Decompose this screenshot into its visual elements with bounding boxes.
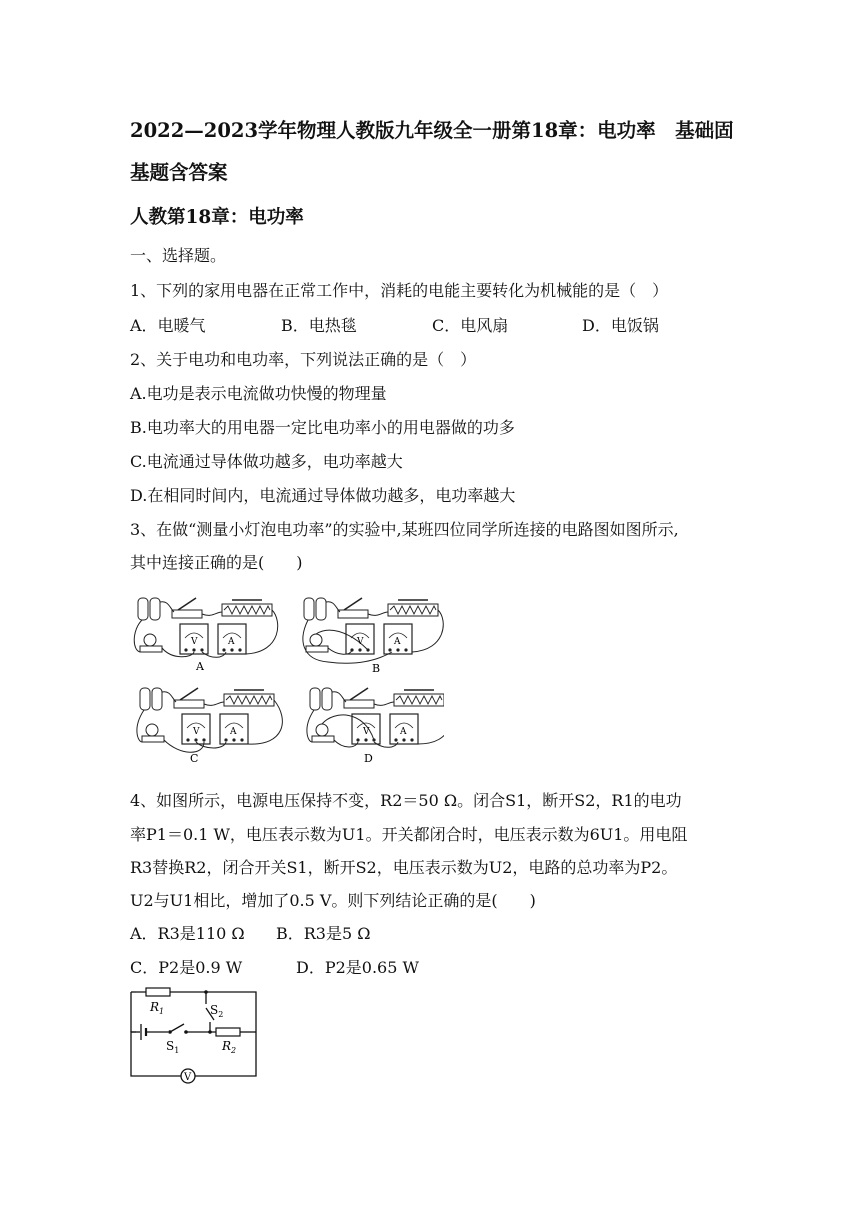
doc-title-line-2: 基题含答案 <box>130 161 228 184</box>
q4-circuit-diagram <box>126 984 266 1088</box>
q4-option-c: C．P2是0.9 W <box>130 958 243 977</box>
q4-option-a: A．R3是110 Ω <box>130 924 245 943</box>
circuit-photo-c <box>137 688 282 765</box>
meter-label-a: A <box>228 637 235 647</box>
figure-label-b: B <box>372 662 381 675</box>
q1-option-c: C．电风扇 <box>432 316 509 335</box>
meter-label-v: V <box>193 727 200 737</box>
label-s2: $S_2$ <box>210 1003 224 1019</box>
q4-option-d: D．P2是0.65 W <box>296 958 419 977</box>
resistor-r1 <box>146 988 170 996</box>
q2-option-b: B.电功率大的用电器一定比电功率小的用电器做的功多 <box>130 418 515 437</box>
figure-label-d: D <box>364 752 373 765</box>
label-r2: $R_2$ <box>222 1039 237 1055</box>
circuit-photo-d <box>307 688 444 765</box>
circuit-photo-b <box>303 598 443 675</box>
figure-label-a: A <box>196 660 204 673</box>
q4-stem-line-2: 率P1＝0.1 W，电压表示数为U1。开关都闭合时，电压表示数为6U1。用电阻 <box>130 825 688 844</box>
meter-label-v: V <box>191 637 198 647</box>
label-s1: $S_1$ <box>166 1039 180 1055</box>
q4-stem-line-1: 4、如图所示，电源电压保持不变，R2＝50 Ω。闭合S1，断开S2，R1的电功 <box>130 791 682 810</box>
q4-stem-line-4: U2与U1相比，增加了0.5 V。则下列结论正确的是( ) <box>130 891 536 910</box>
q4-stem-line-3: R3替换R2，闭合开关S1，断开S2，电压表示数为U2，电路的总功率为P2。 <box>130 858 678 877</box>
q4-option-b: B．R3是5 Ω <box>276 924 371 943</box>
chapter-heading: 人教第18章：电功率 <box>130 207 304 228</box>
q3-stem-line-2: 其中连接正确的是( ) <box>130 553 303 572</box>
q3-figure <box>128 588 444 770</box>
q2-option-d: D.在相同时间内，电流通过导体做功越多，电功率越大 <box>130 486 516 505</box>
meter-label-v: V <box>363 727 370 737</box>
figure-label-c: C <box>190 752 199 765</box>
label-r1: $R_1$ <box>150 1000 165 1016</box>
section-heading: 一、选择题。 <box>130 246 227 265</box>
circuit-photo-a <box>134 598 277 673</box>
q2-stem: 2、关于电功和电功率，下列说法正确的是（ ） <box>130 350 477 369</box>
meter-label-a: A <box>394 637 401 647</box>
q2-option-a: A.电功是表示电流做功快慢的物理量 <box>130 384 387 403</box>
q1-option-a: A．电暖气 <box>130 316 206 335</box>
meter-label-a: A <box>400 727 407 737</box>
meter-label-a: A <box>230 727 237 737</box>
q1-stem: 1、下列的家用电器在正常工作中，消耗的电能主要转化为机械能的是（ ） <box>130 281 669 300</box>
q1-option-b: B．电热毯 <box>281 316 357 335</box>
doc-title-line-1: 2022—2023学年物理人教版九年级全一册第18章：电功率 基础固 <box>130 119 734 142</box>
switch-s1 <box>170 1024 184 1032</box>
meter-label-v: V <box>357 637 364 647</box>
q3-stem-line-1: 3、在做“测量小灯泡电功率”的实验中,某班四位同学所连接的电路图如图所示, <box>130 520 679 539</box>
q1-option-d: D．电饭锅 <box>582 316 659 335</box>
resistor-r2 <box>216 1028 240 1036</box>
q2-option-c: C.电流通过导体做功越多，电功率越大 <box>130 452 403 471</box>
voltmeter-label: V <box>184 1072 192 1083</box>
